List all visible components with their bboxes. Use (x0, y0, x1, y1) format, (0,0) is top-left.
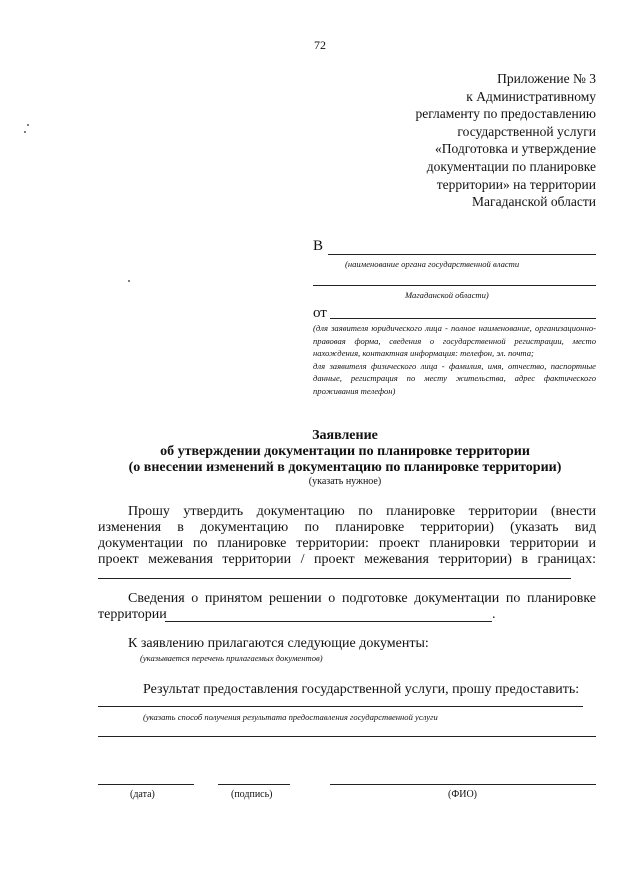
document-subtitle-alt: (о внесении изменений в документацию по планировке территории) (128, 460, 562, 475)
result-text: Результат предоставления государственной услуги, прошу предоставить: (143, 682, 580, 697)
applicant-field[interactable] (330, 318, 596, 319)
attachments-text: К заявлению прилагаются следующие документы: (128, 636, 429, 651)
appendix-header (392, 70, 596, 211)
result-hint: (указать способ получения результата предоставления государственной услуги (143, 712, 438, 722)
appendix-line: Приложение № 3 (497, 71, 596, 86)
appendix-line: «Подготовка и утверждение (435, 141, 596, 157)
decision-prefix: территории (98, 607, 167, 622)
scan-speck (24, 131, 26, 133)
request-line: Прошу утвердить документацию по планировке территории (внести (128, 504, 596, 519)
title-note: (указать нужное) (308, 476, 382, 487)
result-field[interactable] (98, 706, 583, 707)
appendix-line: к Административному (466, 88, 596, 104)
to-prefix: В (313, 238, 324, 254)
decision-field[interactable] (165, 621, 492, 622)
decision-suffix: . (492, 607, 496, 622)
applicant-hint-individual: для заявителя физического лица - фамилия, имя, отчество, паспортные данные, регистрация по месту жительства, адрес фактического проживания телефон) (313, 360, 596, 396)
applicant-hint (313, 322, 596, 397)
date-label: (дата) (130, 789, 155, 800)
authority-field[interactable] (328, 254, 596, 255)
page-number: 72 (314, 38, 326, 52)
from-prefix: от (313, 305, 327, 321)
request-line: проект межевания территории / проект межевания территории) в границах: (98, 552, 596, 567)
appendix-line: территории» на территории (436, 176, 596, 192)
authority-field-line2[interactable] (313, 285, 596, 286)
signature-field[interactable] (218, 784, 290, 785)
region-hint: Магаданской области) (405, 290, 489, 300)
authority-hint: (наименование органа государственной власти (345, 259, 520, 269)
decision-line: Сведения о принятом решении о подготовке документации по планировке (128, 591, 596, 606)
attachments-hint: (указывается перечень прилагаемых документов) (140, 653, 323, 663)
document-title: Заявление (312, 428, 378, 443)
request-line: изменения в документацию по планировке территории) (указать вид (98, 520, 596, 535)
appendix-line: государственной услуги (457, 123, 596, 139)
scan-speck (128, 280, 130, 282)
signature-label: (подпись) (231, 789, 273, 800)
appendix-line: регламенту по предоставлению (415, 106, 596, 122)
appendix-line: Магаданской области (472, 194, 596, 210)
applicant-hint-legal: (для заявителя юридического лица - полное наименование, организационно-правовая форма, сведения о государственной регистрации, место нахождения, контактная информация: телефон, эл. почта; (313, 323, 596, 358)
result-field-line2[interactable] (98, 736, 596, 737)
appendix-line: документации по планировке (426, 158, 596, 174)
scan-speck (27, 124, 29, 126)
name-field[interactable] (330, 784, 596, 785)
name-label: (ФИО) (448, 789, 478, 800)
date-field[interactable] (98, 784, 194, 785)
boundaries-field[interactable] (98, 578, 571, 579)
request-line: документации по планировке территории: проект планировки территории и (98, 536, 596, 551)
document-subtitle: об утверждении документации по планировке территории (160, 444, 530, 459)
